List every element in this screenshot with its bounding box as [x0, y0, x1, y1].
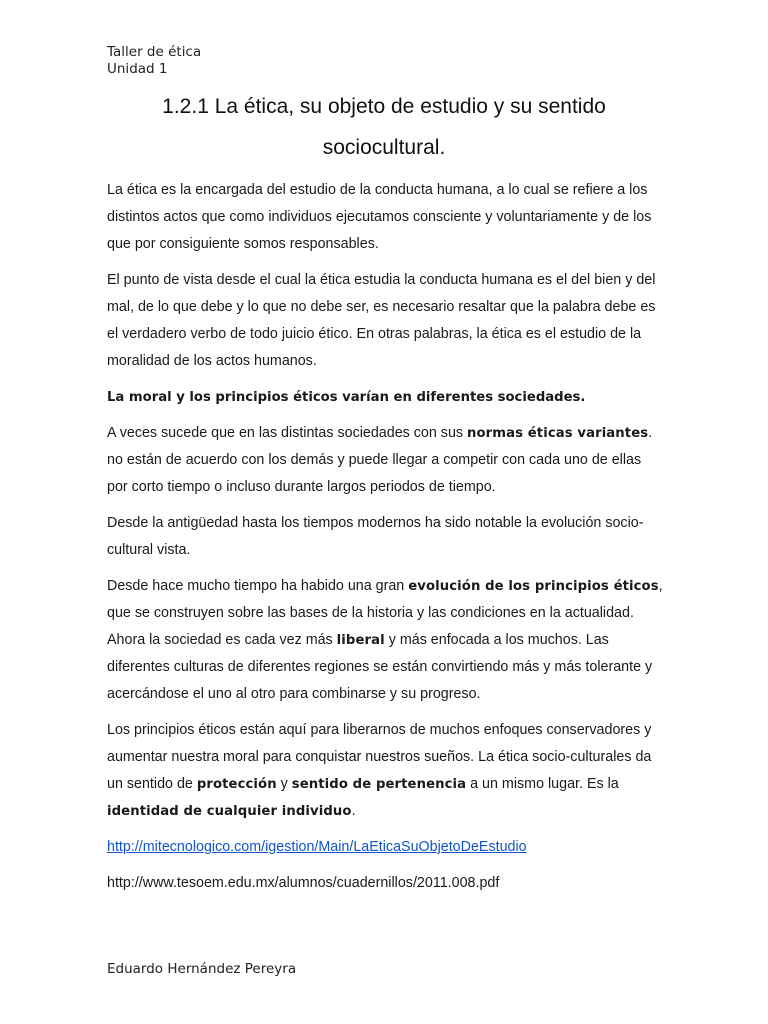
- paragraph-6-text-1: Los principios éticos están aquí para liberarnos de muchos enfoques conservadores y aumentar nuestra moral para conquistar nuestros sueños. La ética socio-culturales da un sentido de: [107, 722, 652, 792]
- section-heading: La moral y los principios éticos varían en diferentes sociedades.: [107, 390, 586, 405]
- paragraph-2: El punto de vista desde el cual la ética estudia la conducta humana es el del bien y del mal, de lo que debe y lo que no debe ser, es necesario resaltar que la palabra debe es el verdadero verbo de todo juicio ético. En otras palabras, la ética es el estudio de la moralidad de los actos humanos.: [107, 272, 656, 369]
- title-line-2: sociocultural.: [322, 136, 446, 159]
- paragraph-1: La ética es la encargada del estudio de la conducta humana, a lo cual se refiere a los distintos actos que como individuos ejecutamos consciente y voluntariamente y de los que por consiguiente somos responsables.: [107, 182, 652, 252]
- reference-1: [107, 834, 663, 861]
- paragraph-3-bold-1: normas éticas variantes: [467, 426, 649, 441]
- paragraph-6-bold-1: protección: [196, 777, 277, 792]
- page-header: [107, 44, 201, 78]
- document-body: [107, 177, 663, 906]
- paragraph-3-text-2: . no están de acuerdo con los demás y puede llegar a competir con cada uno de ellas por corto tiempo o incluso durante largos periodos de tiempo.: [107, 425, 653, 495]
- reference-2: http://www.tesoem.edu.mx/alumnos/cuadernillos/2011.008.pdf: [107, 875, 500, 891]
- paragraph-3-text-1: A veces sucede que en las distintas sociedades con sus: [107, 425, 468, 441]
- paragraph-5-bold-1: evolución de los principios éticos: [408, 579, 659, 594]
- paragraph-5-bold-2: liberal: [336, 633, 385, 648]
- paragraph-6-bold-2: sentido de pertenencia: [291, 777, 467, 792]
- paragraph-6-text-4: .: [351, 803, 356, 819]
- course-name: Taller de ética: [107, 44, 202, 60]
- reference-link-mitecnologico[interactable]: http://mitecnologico.com/igestion/Main/LaEticaSuObjetoDeEstudio: [107, 839, 527, 855]
- title-line-1: 1.2.1 La ética, su objeto de estudio y su sentido: [162, 95, 606, 118]
- paragraph-6-text-3: a un mismo lugar. Es la: [466, 776, 619, 792]
- paragraph-3: [107, 420, 663, 501]
- paragraph-5-text-2: , que se construyen sobre las bases de la historia y las condiciones en la actualidad. Ahora la sociedad es cada vez más: [107, 578, 663, 648]
- unit-label: Unidad 1: [107, 61, 168, 77]
- paragraph-6-text-2: y: [276, 776, 292, 792]
- author-footer: Eduardo Hernández Pereyra: [107, 961, 297, 977]
- paragraph-5: [107, 573, 663, 708]
- paragraph-4: Desde la antigüedad hasta los tiempos modernos ha sido notable la evolución socio-cultural vista.: [107, 515, 644, 558]
- paragraph-5-text-1: Desde hace mucho tiempo ha habido una gran: [107, 578, 409, 594]
- document-title: [107, 86, 661, 168]
- paragraph-5-text-3: y más enfocada a los muchos. Las diferentes culturas de diferentes regiones se están convirtiendo más y más tolerante y acercándose el uno al otro para combinarse y su progreso.: [107, 632, 653, 702]
- paragraph-6: [107, 717, 663, 825]
- paragraph-6-bold-3: identidad de cualquier individuo: [107, 804, 352, 819]
